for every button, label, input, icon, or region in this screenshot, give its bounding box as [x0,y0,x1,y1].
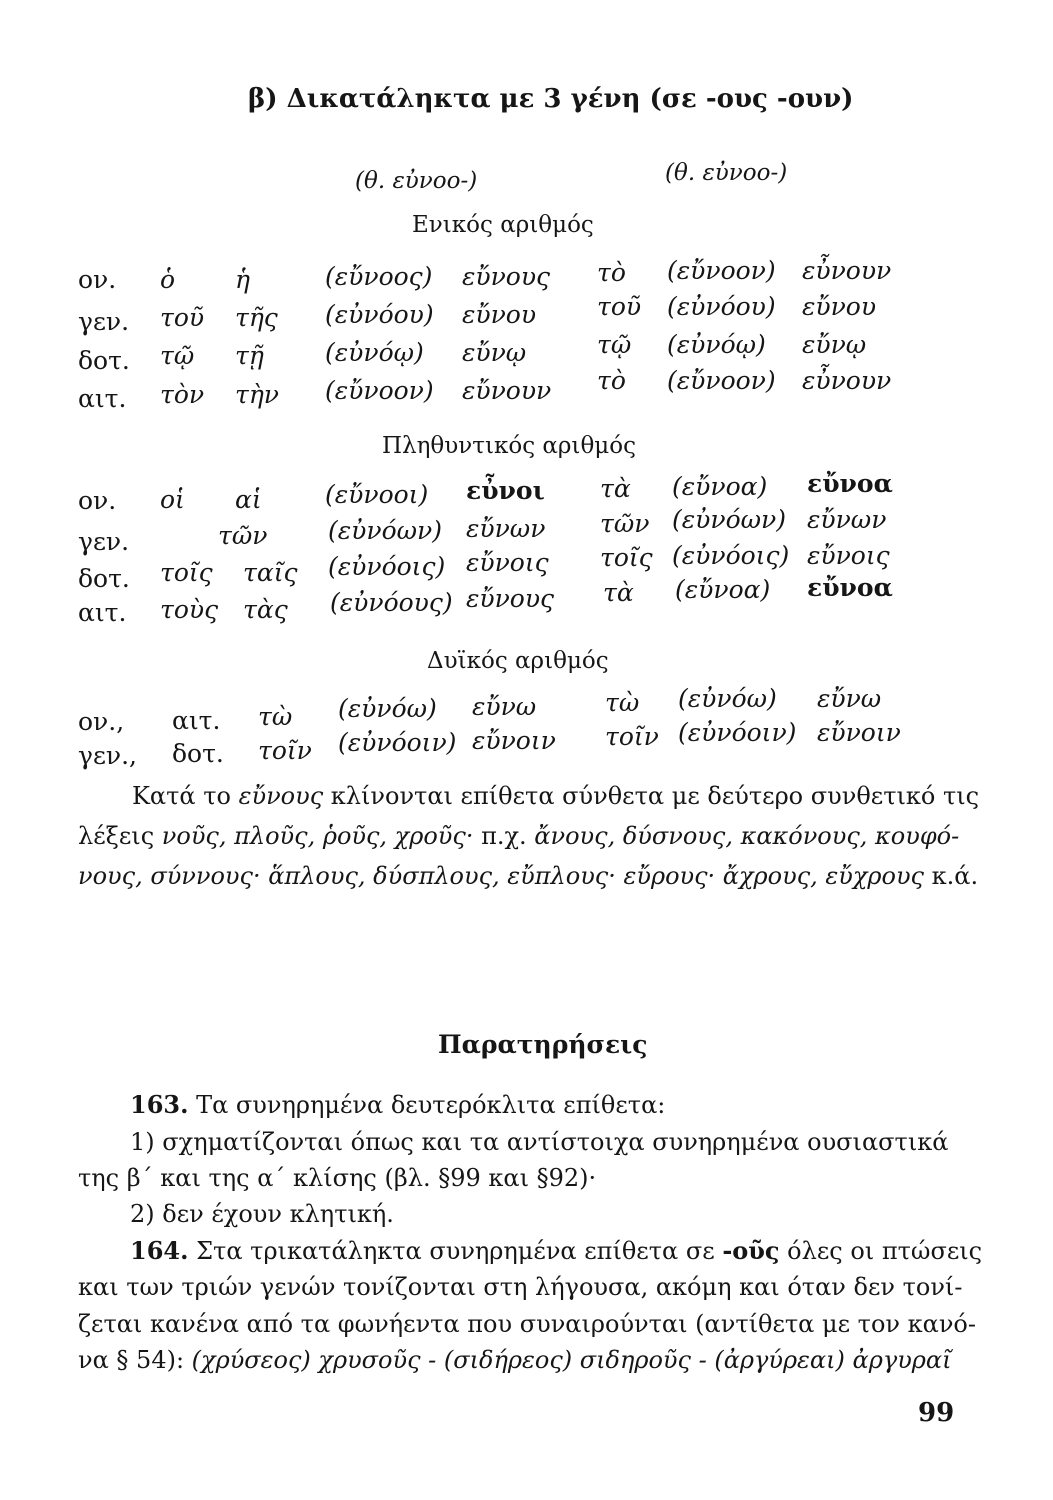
case-label: αιτ. [78,384,127,413]
article-neut: τὰ [600,474,631,503]
article-fem: τῆς [235,303,278,332]
paragraph-examples: (χρύσεος) χρυσοῦς - (σιδήρεος) σιδηροῦς - (ἀργύρεαι) ἀργυραῖ [191,1346,952,1374]
contracted-form: εὔνοις [466,548,549,577]
neuter-uncontracted: (εὐνόοιν) [678,718,797,747]
neuter-contracted: εὔνῳ [802,330,867,359]
stem-right: (θ. εὐνοο-) [665,160,788,186]
case-label-2: δοτ. [172,739,224,768]
article-masc: ὁ [160,265,176,294]
neuter-uncontracted: (εὔνοα) [675,575,771,604]
paragraph-text: όλες οι πτώσεις [779,1237,983,1265]
singular-title: Ενικός αριθμός [412,212,594,238]
paragraph-number: 163. [130,1090,189,1119]
stem-left: (θ. εὐνοο-) [355,168,478,194]
article-masc-fem: τὼ [258,702,293,731]
section-heading: β) Δικατάληκτα με 3 γένη (σε -ους -ουν) [248,84,854,114]
p164-line-1 [130,1236,982,1265]
neuter-uncontracted: (εὔνοον) [667,256,776,285]
neuter-uncontracted: (εὐνόων) [672,505,786,534]
contracted-form: εὖνοι [466,476,545,505]
contracted-form: εὔνουν [462,376,552,405]
note-line-1 [132,782,980,810]
uncontracted-form: (εὐνόοις) [328,552,446,581]
neuter-contracted: εὖνουν [802,256,892,285]
plural-title: Πληθυντικός αριθμός [382,433,636,459]
neuter-uncontracted: (εὔνοον) [667,366,776,395]
article-masc: οἱ [160,485,185,514]
neuter-uncontracted: (εὐνόῳ) [667,330,766,359]
article-neut: τὸ [597,258,626,287]
note-example-words: ἄνους, δύσνους, κακόνους, κουφό- [534,822,960,850]
article-masc: τοὺς [160,595,219,624]
neuter-contracted: εὔνω [817,684,882,713]
case-label: ον., [78,707,125,736]
note-example-word: εὔνους [238,782,324,810]
note-text: κ.ά. [924,862,979,890]
article-neut: τοῦ [597,292,642,321]
case-label: ον. [78,265,117,294]
article-masc: τοῖς [160,558,213,587]
neuter-contracted: εὔνοιν [817,718,901,747]
article-fem: τῇ [235,341,264,370]
note-text: π.χ. [473,822,535,850]
uncontracted-form: (εὐνόου) [325,300,434,329]
uncontracted-form: (εὔνοος) [325,262,433,291]
note-text: λέξεις [78,822,162,850]
article-masc: τὸν [160,380,205,409]
article-neut: τοῖς [600,543,653,572]
article-fem: ἡ [235,265,250,294]
neuter-contracted: εὔνοα [807,573,893,602]
contracted-form: εὔνους [466,584,555,613]
uncontracted-form: (εὐνόων) [328,516,442,545]
p163-line-2: 1) σχηματίζονται όπως και τα αντίστοιχα συνηρημένα ουσιαστικά [130,1128,949,1156]
article-neut: τῶν [600,509,650,538]
article-masc: τῷ [160,341,195,370]
uncontracted-form: (εὐνόῳ) [325,338,424,367]
paragraph-ending: -οῦς [722,1236,780,1265]
case-label: δοτ. [78,346,130,375]
uncontracted-form: (εὐνόοιν) [338,728,457,757]
article-fem: ταῖς [243,558,298,587]
article-fem: τὴν [235,380,280,409]
contracted-form: εὔνους [462,262,551,291]
case-label: δοτ. [78,564,130,593]
contracted-form: εὔνου [462,300,537,329]
article-neut: τοῖν [605,722,659,751]
contracted-form: εὔνων [466,514,546,543]
case-label: ον. [78,486,117,515]
neuter-uncontracted: (εὐνόοις) [672,541,790,570]
remarks-title: Παρατηρήσεις [438,1030,648,1059]
p163-line-4: 2) δεν έχουν κλητική. [130,1200,394,1228]
article-masc-fem: τῶν [218,521,268,550]
note-text: κλίνονται επίθετα σύνθετα με δεύτερο συνθετικό τις [323,782,980,810]
case-label: γεν. [78,527,130,556]
p164-line-2: και των τριών γενών τονίζονται στη λήγουσα, ακόμη και όταν δεν τονί- [78,1273,963,1301]
note-example-words: νους, σύννους· ἅπλους, δύσπλους, εὔπλους· εὔρους· ἄχρους, εὔχρους [78,862,924,890]
paragraph-text: Στα τρικατάληκτα συνηρημένα επίθετα σε [188,1237,723,1265]
neuter-contracted: εὔνων [807,505,887,534]
uncontracted-form: (εὔνοον) [325,376,434,405]
neuter-uncontracted: (εὔνοα) [672,472,768,501]
contracted-form: εὔνοιν [472,726,556,755]
article-neut: τὰ [603,578,634,607]
uncontracted-form: (εὐνόω) [338,694,437,723]
article-neut: τὸ [597,366,626,395]
page-number: 99 [918,1398,955,1428]
neuter-contracted: εὔνοα [807,469,893,498]
note-line-3 [78,862,979,890]
p163-line-3: της β΄ και της α΄ κλίσης (βλ. §99 και §92)· [78,1164,597,1192]
note-text: Κατά το [132,782,239,810]
dual-title: Δυϊκός αριθμός [427,648,609,674]
p164-line-4 [78,1346,952,1374]
case-label: γεν. [78,307,130,336]
article-masc-fem: τοῖν [258,736,312,765]
contracted-form: εὔνῳ [462,338,527,367]
neuter-contracted: εὖνουν [802,366,892,395]
case-label-2: αιτ. [172,706,221,735]
neuter-contracted: εὔνοις [807,541,890,570]
paragraph-number: 164. [130,1236,189,1265]
paragraph-text: να § 54): [78,1346,192,1374]
article-neut: τὼ [605,688,640,717]
case-label: αιτ. [78,598,127,627]
p164-line-3: ζεται κανένα από τα φωνήεντα που συναιρούνται (αντίθετα με τον κανό- [78,1310,976,1338]
paragraph-text: Τα συνηρημένα δευτερόκλιτα επίθετα: [188,1091,666,1119]
article-neut: τῷ [597,330,632,359]
neuter-uncontracted: (εὐνόω) [678,684,777,713]
contracted-form: εὔνω [472,692,537,721]
neuter-contracted: εὔνου [802,292,877,321]
note-line-2 [78,822,958,850]
p163-line-1 [130,1090,665,1119]
case-label: γεν., [78,741,137,770]
uncontracted-form: (εὐνόους) [330,588,453,617]
uncontracted-form: (εὔνοοι) [325,480,429,509]
article-fem: αἱ [235,485,262,514]
note-example-words: νοῦς, πλοῦς, ῥοῦς, χροῦς· [161,822,474,850]
article-masc: τοῦ [160,303,205,332]
article-fem: τὰς [243,595,288,624]
neuter-uncontracted: (εὐνόου) [667,292,776,321]
